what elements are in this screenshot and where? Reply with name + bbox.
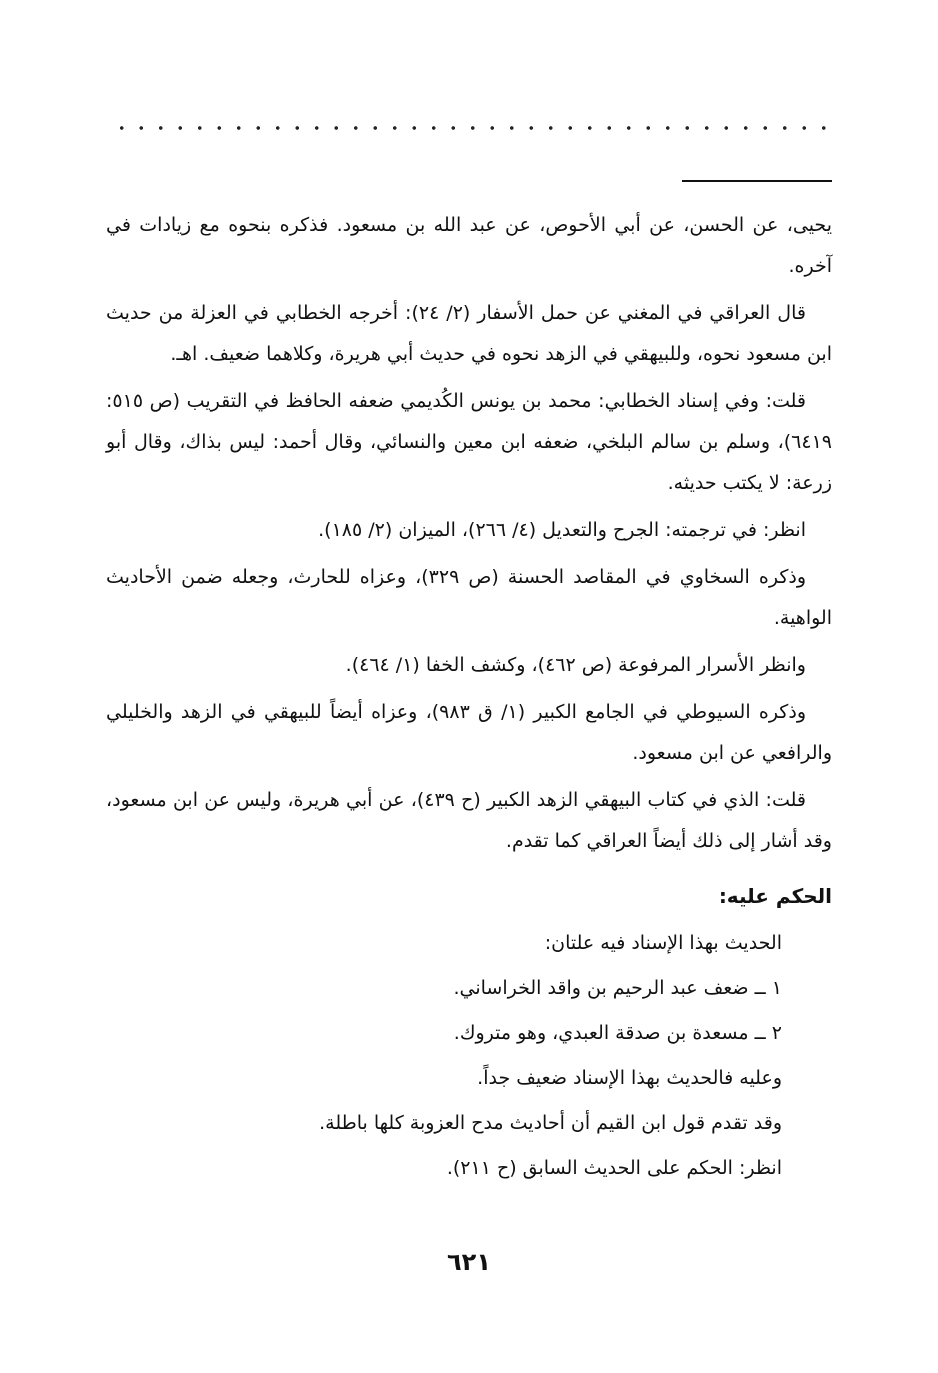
ruling-line: وقد تقدم قول ابن القيم أن أحاديث مدح العزوبة كلها باطلة. — [319, 1112, 782, 1134]
footnote-paragraph: يحيى، عن الحسن، عن أبي الأحوص، عن عبد الله بن مسعود. فذكره بنحوه مع زيادات في آخره. — [106, 214, 832, 277]
footnote-paragraph: وذكره السخاوي في المقاصد الحسنة (ص ٣٢٩)، وعزاه للحارث، وجعله ضمن الأحاديث الواهية. — [106, 566, 832, 629]
footnote-paragraph: قلت: وفي إسناد الخطابي: محمد بن يونس الكُديمي ضعفه الحافظ في التقريب (ص ٥١٥: ٦٤١٩)، وسلم بن سالم البلخي، ضعفه ابن معين والنسائي، وقال أحمد: ليس بذاك، وقال أبو زرعة: لا يكتب حديثه. — [106, 390, 832, 494]
ruling-heading: الحكم عليه: — [718, 884, 832, 908]
ruling-line: الحديث بهذا الإسناد فيه علتان: — [544, 932, 782, 954]
footnote-paragraph: قلت: الذي في كتاب البيهقي الزهد الكبير (ح ٤٣٩)، عن أبي هريرة، وليس عن ابن مسعود، وقد أشار إلى ذلك أيضاً العراقي كما تقدم. — [106, 789, 832, 852]
ruling-line: وعليه فالحديث بهذا الإسناد ضعيف جداً. — [477, 1067, 782, 1089]
page-number: ٦٢١ — [447, 1248, 491, 1276]
ruling-line: ٢ ــ مسعدة بن صدقة العبدي، وهو متروك. — [453, 1022, 782, 1044]
footnote-paragraph: وانظر الأسرار المرفوعة (ص ٤٦٢)، وكشف الخفا (١/ ٤٦٤). — [345, 654, 806, 676]
main-text — [106, 205, 832, 1191]
dotted-separator — [112, 118, 830, 138]
footnote-rule — [682, 180, 832, 182]
footnote-paragraph: قال العراقي في المغني عن حمل الأسفار (٢/ ٢٤): أخرجه الخطابي في العزلة من حديث ابن مسعود نحوه، وللبيهقي في الزهد نحوه في حديث أبي هريرة، وكلاهما ضعيف. اهـ. — [106, 302, 832, 365]
footnote-paragraph: وذكره السيوطي في الجامع الكبير (١/ ق ٩٨٣)، وعزاه أيضاً للبيهقي في الزهد والخليلي والرافعي عن ابن مسعود. — [106, 701, 832, 764]
ruling-line: انظر: الحكم على الحديث السابق (ح ٢١١). — [446, 1157, 782, 1179]
ruling-line: ١ ــ ضعف عبد الرحيم بن واقد الخراساني. — [453, 977, 782, 999]
ruling-section — [106, 921, 782, 1191]
footnote-paragraph: انظر: في ترجمته: الجرح والتعديل (٤/ ٢٦٦)، الميزان (٢/ ١٨٥). — [318, 519, 806, 541]
